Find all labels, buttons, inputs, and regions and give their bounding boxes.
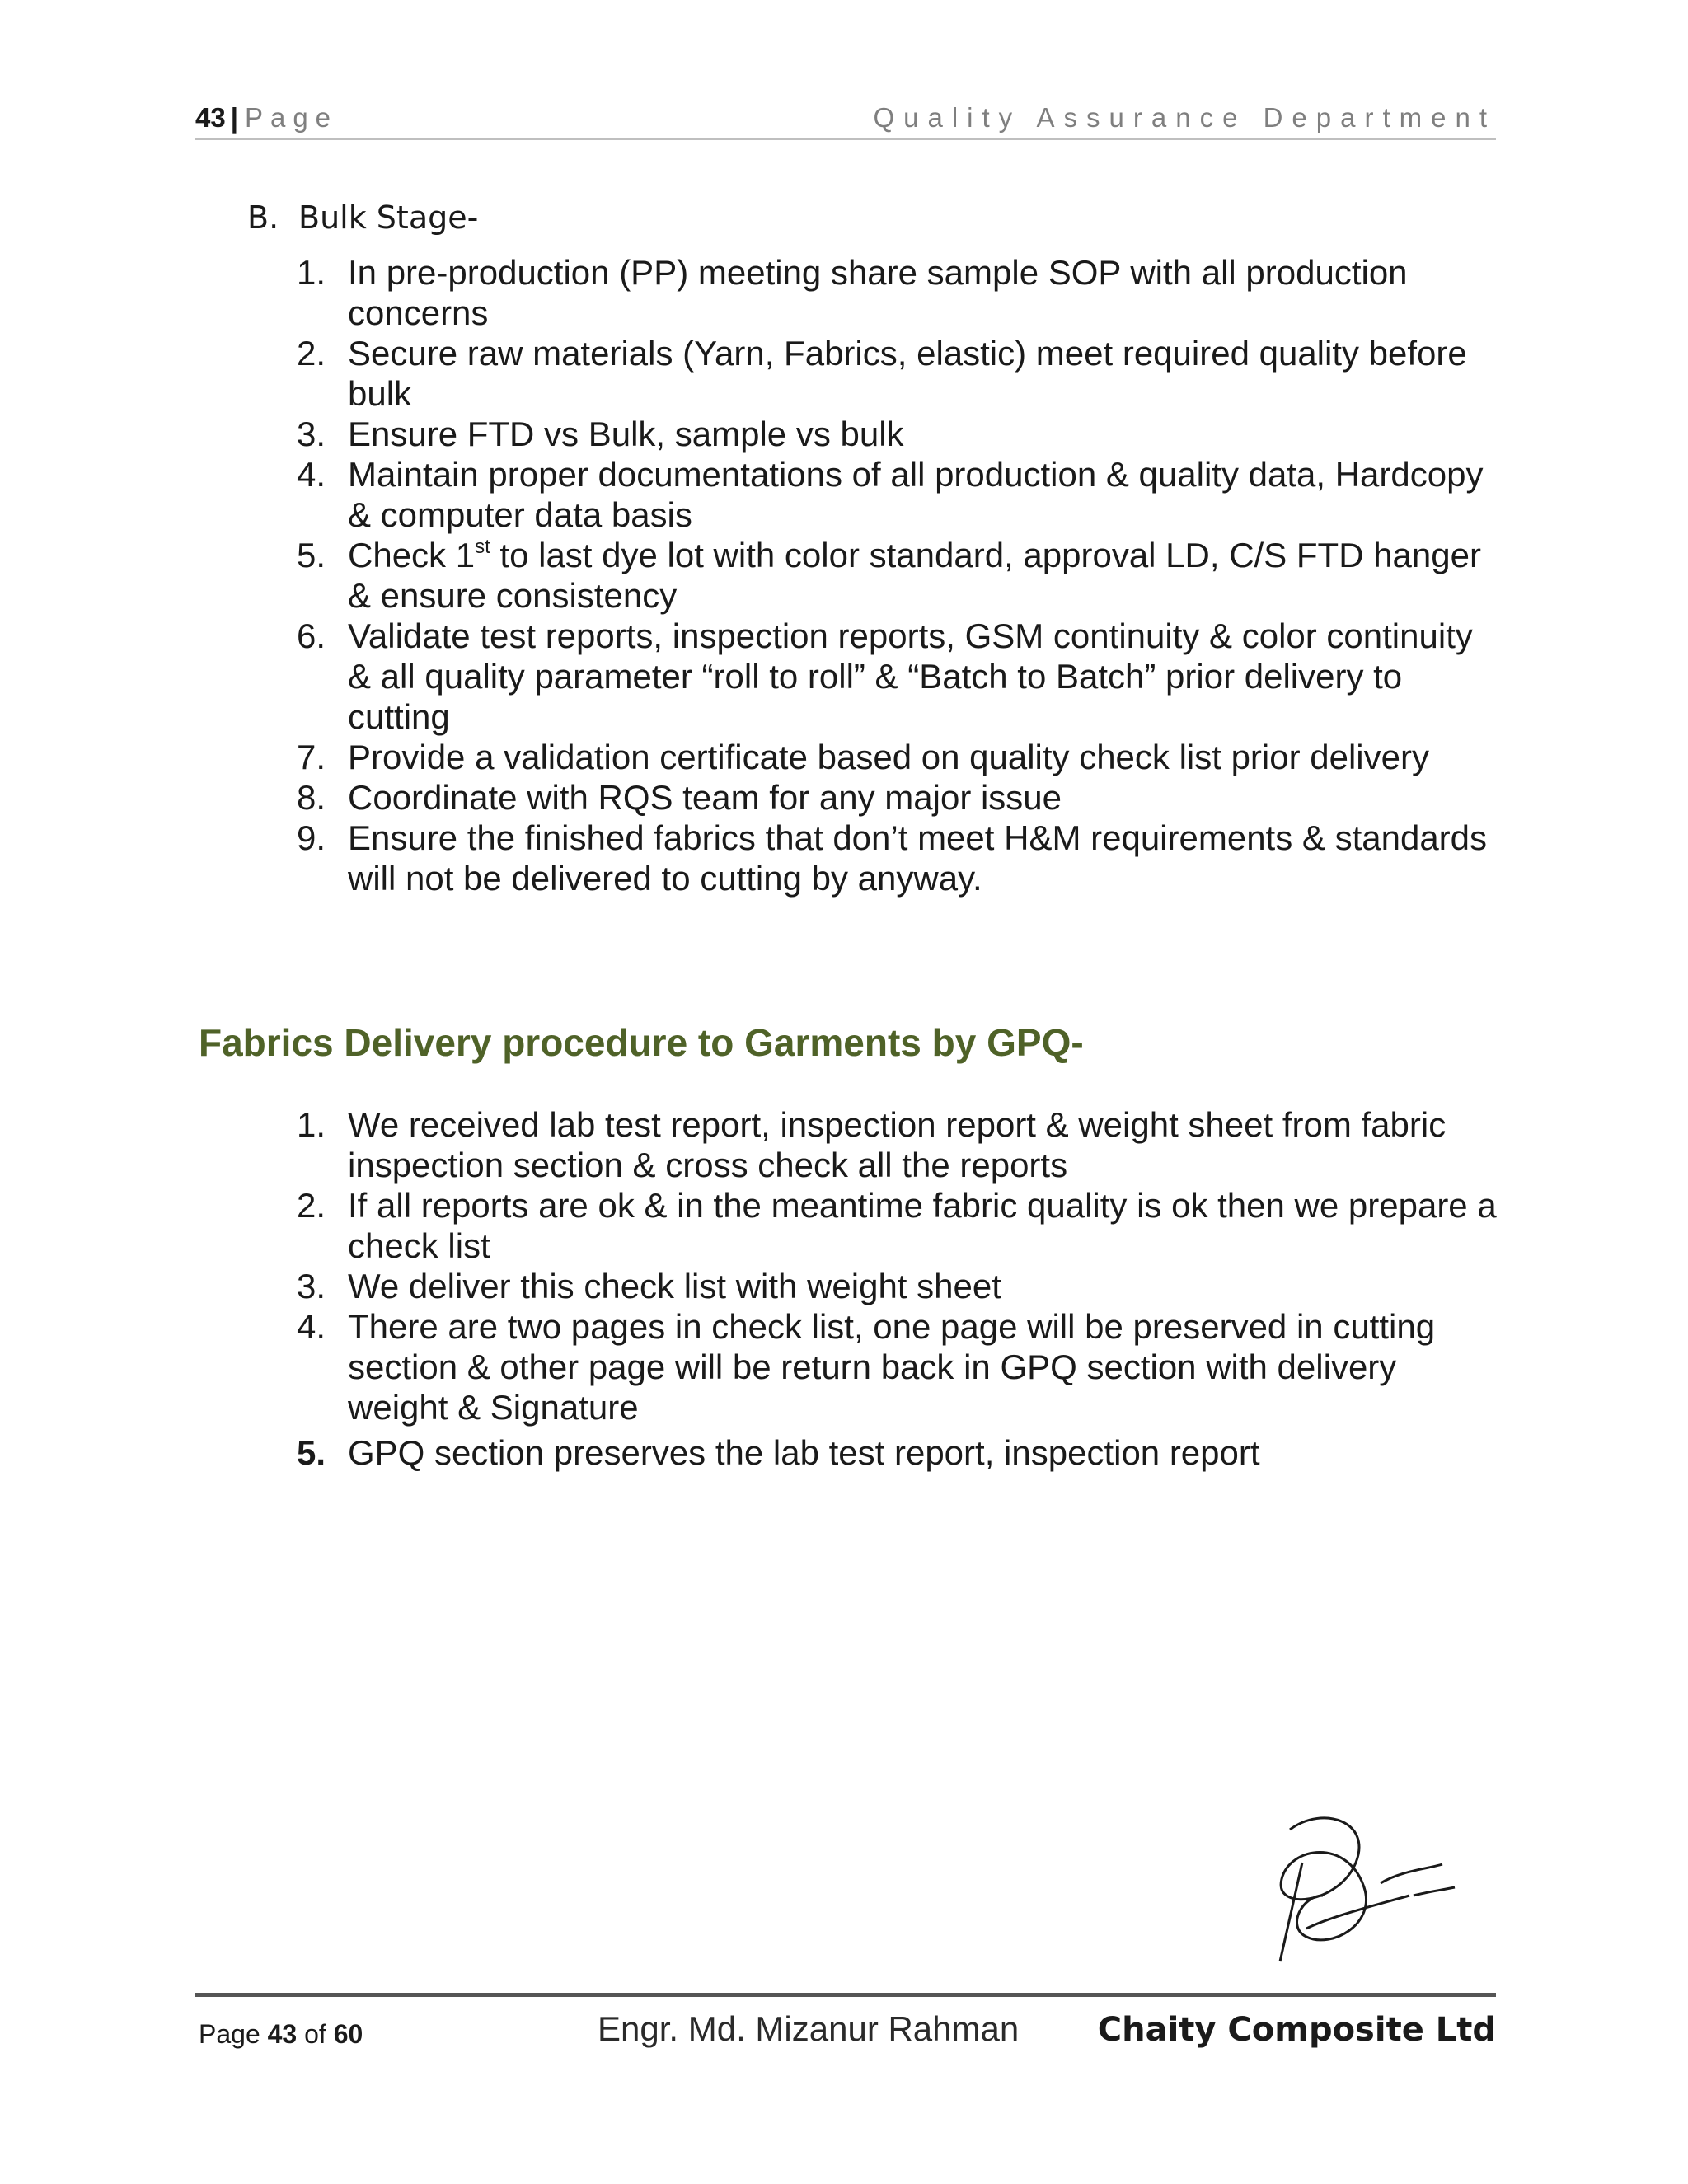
list-item-number: 7. xyxy=(297,738,326,776)
list-item-number: 3. xyxy=(297,1267,326,1305)
list-item-text: Ensure FTD vs Bulk, sample vs bulk xyxy=(348,415,904,453)
list-item-text-a: Check 1 xyxy=(348,536,476,574)
section-b-title-text: Bulk Stage- xyxy=(298,199,479,236)
header-separator: | xyxy=(230,102,238,133)
header-page-number: 43 xyxy=(195,102,226,133)
footer-divider xyxy=(195,1993,1496,1997)
list-item xyxy=(247,535,1500,616)
list-item xyxy=(247,1185,1500,1266)
list-item xyxy=(247,1432,1500,1473)
list-item-text: If all reports are ok & in the meantime fabric quality is ok then we prepare a check list xyxy=(348,1186,1497,1265)
footer-company: Chaity Composite Ltd xyxy=(1097,2011,1496,2049)
header-page-label xyxy=(195,102,338,134)
list-item-number: 6. xyxy=(297,616,326,655)
list-item-text: Secure raw materials (Yarn, Fabrics, elastic) meet required quality before bulk xyxy=(348,334,1467,413)
section-b-title xyxy=(247,199,478,236)
list-item xyxy=(247,414,1500,454)
list-item-text: We received lab test report, inspection report & weight sheet from fabric inspection section & cross check all the reports xyxy=(348,1105,1447,1184)
list-item xyxy=(247,454,1500,535)
list-item-number: 5. xyxy=(297,1433,326,1472)
list-item-number: 4. xyxy=(297,1307,326,1346)
footer-of-label: of xyxy=(304,2019,326,2049)
page-footer xyxy=(0,2009,1688,2059)
list-item-number: 1. xyxy=(297,1105,326,1144)
list-item-text: There are two pages in check list, one page will be preserved in cutting section & other page will be return back in GPQ section with delivery weight & Signature xyxy=(348,1307,1436,1427)
handwritten-signature xyxy=(1257,1772,1471,1986)
list-item-text: In pre-production (PP) meeting share sample SOP with all production concerns xyxy=(348,253,1408,332)
list-item xyxy=(247,252,1500,333)
list-item-text: GPQ section preserves the lab test report, inspection report xyxy=(348,1433,1260,1472)
list-item xyxy=(247,616,1500,737)
list-item-text: Maintain proper documentations of all production & quality data, Hardcopy & computer data basis xyxy=(348,455,1484,534)
list-item-number: 4. xyxy=(297,455,326,494)
delivery-procedure-list xyxy=(247,1104,1500,1473)
list-item xyxy=(247,737,1500,777)
list-item xyxy=(247,1306,1500,1427)
list-item-number: 8. xyxy=(297,778,326,817)
list-item-superscript: st xyxy=(475,536,490,558)
list-item-text: Coordinate with RQS team for any major issue xyxy=(348,778,1062,817)
list-item-text: Ensure the finished fabrics that don’t meet H&M requirements & standards will not be delivered to cutting by anyway. xyxy=(348,818,1488,898)
footer-page-label: Page xyxy=(199,2019,260,2049)
list-item-number: 1. xyxy=(297,253,326,292)
list-item xyxy=(247,1104,1500,1185)
bulk-stage-list xyxy=(247,252,1500,898)
footer-page-count xyxy=(199,2019,363,2050)
list-item-number: 3. xyxy=(297,415,326,453)
list-item xyxy=(247,777,1500,818)
footer-total-pages: 60 xyxy=(333,2019,363,2049)
page-header xyxy=(195,99,1496,140)
list-item-number: 2. xyxy=(297,334,326,373)
list-item-text-b: to last dye lot with color standard, approval LD, C/S FTD hanger & ensure consistency xyxy=(348,536,1481,615)
list-item-text: We deliver this check list with weight sheet xyxy=(348,1267,1001,1305)
footer-current-page: 43 xyxy=(267,2019,298,2049)
list-item xyxy=(247,818,1500,898)
list-item-text: Provide a validation certificate based on quality check list prior delivery xyxy=(348,738,1429,776)
list-item-number: 2. xyxy=(297,1186,326,1225)
footer-author: Engr. Md. Mizanur Rahman xyxy=(598,2009,1020,2048)
header-department: Quality Assurance Department xyxy=(873,102,1496,133)
list-item-number: 5. xyxy=(297,536,326,574)
list-item xyxy=(247,1266,1500,1306)
section-heading: Fabrics Delivery procedure to Garments by GPQ- xyxy=(199,1021,1084,1064)
section-b-marker: B. xyxy=(247,199,279,236)
list-item xyxy=(247,333,1500,414)
list-item-text: Validate test reports, inspection reports, GSM continuity & color continuity & all quality parameter “roll to roll” & “Batch to Batch” prior delivery to cutting xyxy=(348,616,1473,736)
list-item-number: 9. xyxy=(297,818,326,857)
header-page-word: Page xyxy=(244,102,339,133)
